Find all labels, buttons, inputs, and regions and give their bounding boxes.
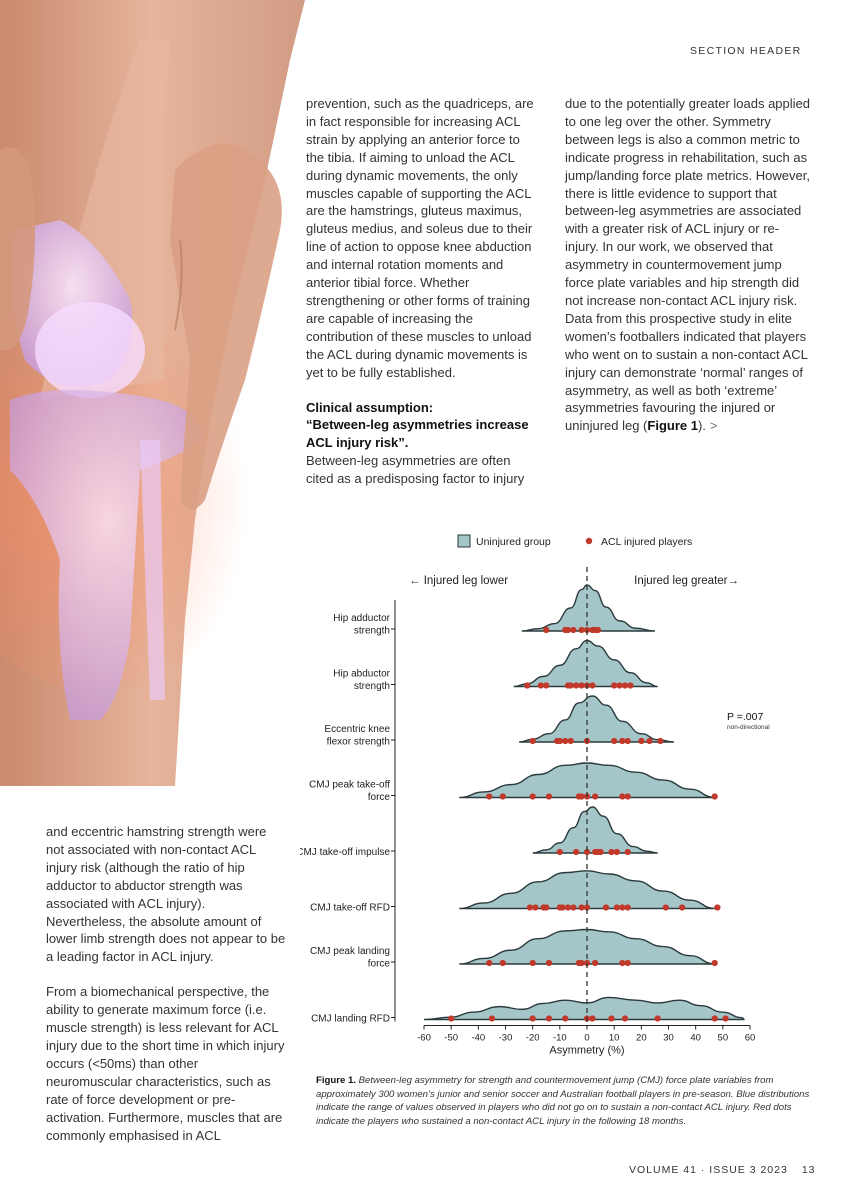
x-axis-label: Asymmetry (%) (549, 1044, 625, 1057)
legend-distribution-swatch (458, 535, 470, 547)
injured-player-dot (625, 738, 631, 744)
injured-player-dot (578, 682, 584, 688)
injured-player-dot (614, 904, 620, 910)
distribution-curve (424, 997, 745, 1019)
caption-label: Figure 1. (316, 1075, 356, 1086)
clinical-assumption-heading (306, 399, 536, 453)
injured-player-dot (625, 793, 631, 799)
text-column-1 (306, 95, 536, 488)
variable-label: Hip abductor (333, 668, 390, 680)
injured-player-dot (570, 904, 576, 910)
injured-player-dot (578, 793, 584, 799)
variable-label: Eccentric knee (324, 724, 390, 735)
injured-player-dot (679, 904, 685, 910)
p-value-annotation: P =.007 (727, 711, 764, 723)
variable-row (310, 871, 720, 914)
heading-line-2: “Between-leg asymmetries increase ACL injury risk”. (306, 417, 529, 451)
variable-label: CMJ take-off impulse (300, 847, 390, 858)
injured-player-dot (530, 1015, 536, 1021)
variable-label: strength (353, 681, 390, 692)
injured-player-dot (638, 738, 644, 744)
injured-player-dot (657, 738, 663, 744)
x-tick-label: -20 (525, 1032, 540, 1044)
injured-player-dot (546, 793, 552, 799)
injured-player-dot (546, 960, 552, 966)
injured-player-dot (578, 904, 584, 910)
page-number: 13 (801, 1164, 816, 1176)
injured-player-dot (568, 682, 574, 688)
figure-caption (316, 1074, 812, 1128)
heading-line-1: Clinical assumption: (306, 399, 434, 415)
injured-player-dot (570, 627, 576, 633)
injured-player-dot (614, 849, 620, 855)
x-tick-label: -50 (444, 1032, 459, 1044)
page-footer (629, 1164, 816, 1176)
text-column-2 (565, 95, 810, 435)
injured-player-dot (655, 1015, 661, 1021)
injured-player-dot (619, 793, 625, 799)
injured-player-dot (546, 1015, 552, 1021)
variable-row (300, 807, 658, 858)
injured-player-dot (592, 960, 598, 966)
body-paragraph: Between-leg asymmetries are often cited as a predisposing factor to injury (306, 453, 525, 487)
distribution-curve (533, 807, 658, 853)
injured-player-dot (538, 682, 544, 688)
section-header: SECTION HEADER (690, 45, 802, 57)
legend-dot-swatch (586, 538, 592, 544)
x-tick-label: 0 (584, 1032, 590, 1044)
body-paragraph: From a biomechanical perspective, the ability to generate maximum force (i.e. muscle strength) is less relevant for ACL injury due to the short time in which injury occurs (<50ms) than other neuromuscular characteristics, such as rate of force development or pre-activation. Furthermore, muscles that are commonly emphasised in ACL (46, 984, 285, 1143)
variable-row (309, 763, 718, 803)
body-paragraph: prevention, such as the quadriceps, are in fact responsible for increasing ACL strain by applying an anterior force to the tibia. If aiming to unload the ACL during dynamic movements, the only muscles capable of supporting the ACL are the hamstrings, gluteus maximus, gluteus medius, and soleus due to their line of action to oppose knee abduction and internal rotation moments and anterior tibial force. Whether strengthening or other forms of training are capable of increasing the contribution of these muscles to unload the ACL during dynamic movements is yet to be fully established. (306, 96, 534, 380)
injured-player-dot (589, 682, 595, 688)
injured-player-dot (608, 849, 614, 855)
variable-label: Hip adductor (333, 613, 390, 624)
text-column-3 (46, 823, 286, 1144)
injured-player-dot (562, 1015, 568, 1021)
injured-player-dot (486, 793, 492, 799)
injured-player-dot (625, 960, 631, 966)
injured-player-dot (530, 960, 536, 966)
injured-player-dot (595, 627, 601, 633)
injured-player-dot (448, 1015, 454, 1021)
injured-player-dot (573, 682, 579, 688)
variable-label: flexor strength (326, 736, 390, 748)
injured-player-dot (532, 904, 538, 910)
body-text-end: ). (697, 418, 706, 434)
x-tick-label: 40 (690, 1032, 701, 1044)
injured-player-dot (530, 738, 536, 744)
injured-player-dot (712, 960, 718, 966)
injured-player-dot (603, 904, 609, 910)
injured-player-dot (500, 960, 506, 966)
injured-player-dot (622, 682, 628, 688)
injured-player-dot (557, 849, 563, 855)
injured-player-dot (625, 849, 631, 855)
injured-player-dot (622, 1015, 628, 1021)
injured-player-dot (486, 960, 492, 966)
variable-label: strength (353, 625, 390, 637)
distribution-curve (522, 585, 655, 631)
direction-right-label: Injured leg greater→ (634, 575, 739, 587)
injured-player-dot (619, 738, 625, 744)
injured-player-dot (573, 849, 579, 855)
variable-label: CMJ peak landing (309, 946, 390, 957)
variable-row (333, 641, 657, 693)
p-value-subtext: non-directional (727, 724, 770, 731)
injured-player-dot (527, 904, 533, 910)
injured-player-dot (543, 904, 549, 910)
variable-label: force (367, 958, 390, 970)
injured-player-dot (597, 849, 603, 855)
continue-arrow-icon: > (709, 418, 718, 434)
injured-player-dot (589, 1015, 595, 1021)
injured-player-dot (592, 793, 598, 799)
injured-player-dot (565, 627, 571, 633)
injured-player-dot (611, 738, 617, 744)
x-tick-label: 60 (744, 1032, 756, 1044)
injured-player-dot (627, 682, 633, 688)
chart-legend (458, 535, 692, 548)
injured-player-dot (611, 682, 617, 688)
x-tick-label: -40 (471, 1032, 486, 1044)
variable-label: force (367, 792, 390, 803)
variable-label: CMJ landing RFD (311, 1013, 390, 1025)
injured-player-dot (712, 793, 718, 799)
injured-player-dot (722, 1015, 728, 1021)
injured-player-dot (663, 904, 669, 910)
injured-player-dot (559, 904, 565, 910)
injured-player-dot (530, 793, 536, 799)
injured-player-dot (524, 682, 530, 688)
x-tick-label: 20 (636, 1032, 647, 1044)
distribution-curve (514, 641, 658, 687)
body-paragraph (565, 95, 810, 435)
legend-distribution-label: Uninjured group (476, 536, 551, 548)
variable-row (333, 585, 655, 637)
asymmetry-chart (300, 525, 820, 1065)
figure-1 (300, 525, 820, 1065)
injured-player-dot (578, 960, 584, 966)
x-tick-label: -60 (417, 1032, 431, 1044)
injured-player-dot (619, 960, 625, 966)
injured-player-dot (568, 738, 574, 744)
injured-player-dot (543, 682, 549, 688)
injured-player-dot (646, 738, 652, 744)
variable-label: CMJ take-off RFD (310, 902, 390, 914)
distribution-curve (519, 696, 674, 742)
variable-label: CMJ peak take-off (309, 779, 390, 791)
volume-issue: VOLUME 41 · ISSUE 3 2023 (629, 1164, 788, 1176)
caption-text: Between-leg asymmetry for strength and countermovement jump (CMJ) force plate variables from approximately 300 women’s junior and senior soccer and Australian football players in pre-season. Blue distributions indicate the range of values observed in players who did not go on to sustain a non-contact ACL injury. Red dots indicate the players who sustained a non-contact ACL injury in the following 18 months. (316, 1075, 810, 1127)
variable-row (311, 997, 744, 1024)
x-tick-label: -10 (552, 1032, 567, 1044)
knee-illustration (0, 0, 310, 786)
variable-row (310, 930, 718, 970)
x-tick-label: 50 (717, 1032, 729, 1044)
body-text: due to the potentially greater loads applied to one leg over the other. Symmetry between legs is also a common metric to indicate progress in rehabilitation, such as jump/landing force plate metrics. However, there is little evidence to support that between-leg asymmetries are associated with a greater risk of ACL injury or re-injury. In our work, we observed that asymmetry in countermovement jump force plate variables and hip strength did not increase non-contact ACL injury risk. Data from this prospective study in elite women’s footballers indicated that players who went on to sustain a non-contact ACL injury can demonstrate ‘normal’ ranges of asymmetry, as well as both ‘extreme’ asymmetries favouring the injured or uninjured leg ( (565, 96, 811, 434)
x-tick-label: 30 (663, 1032, 674, 1044)
x-tick-label: 10 (608, 1032, 620, 1044)
injured-player-dot (557, 738, 563, 744)
injured-player-dot (562, 738, 568, 744)
body-paragraph: and eccentric hamstring strength were not associated with non-contact ACL injury risk (although the ratio of hip adductor to abductor strength was associated with ACL injury). Nevertheless, the absolute amount of lower limb strength does not appear to be a leading factor in ACL injury. (46, 824, 286, 965)
figure-reference[interactable]: Figure 1 (647, 418, 698, 434)
injured-player-dot (578, 627, 584, 633)
x-tick-label: -30 (498, 1032, 513, 1044)
injured-player-dot (619, 904, 625, 910)
legend-points-label: ACL injured players (601, 536, 693, 548)
variable-row (324, 696, 674, 748)
injured-player-dot (543, 627, 549, 633)
injured-player-dot (608, 1015, 614, 1021)
injured-player-dot (489, 1015, 495, 1021)
injured-player-dot (625, 904, 631, 910)
injured-player-dot (714, 904, 720, 910)
injured-player-dot (565, 904, 571, 910)
injured-player-dot (500, 793, 506, 799)
injured-player-dot (617, 682, 623, 688)
direction-left-label: ← Injured leg lower (409, 575, 509, 587)
injured-player-dot (712, 1015, 718, 1021)
